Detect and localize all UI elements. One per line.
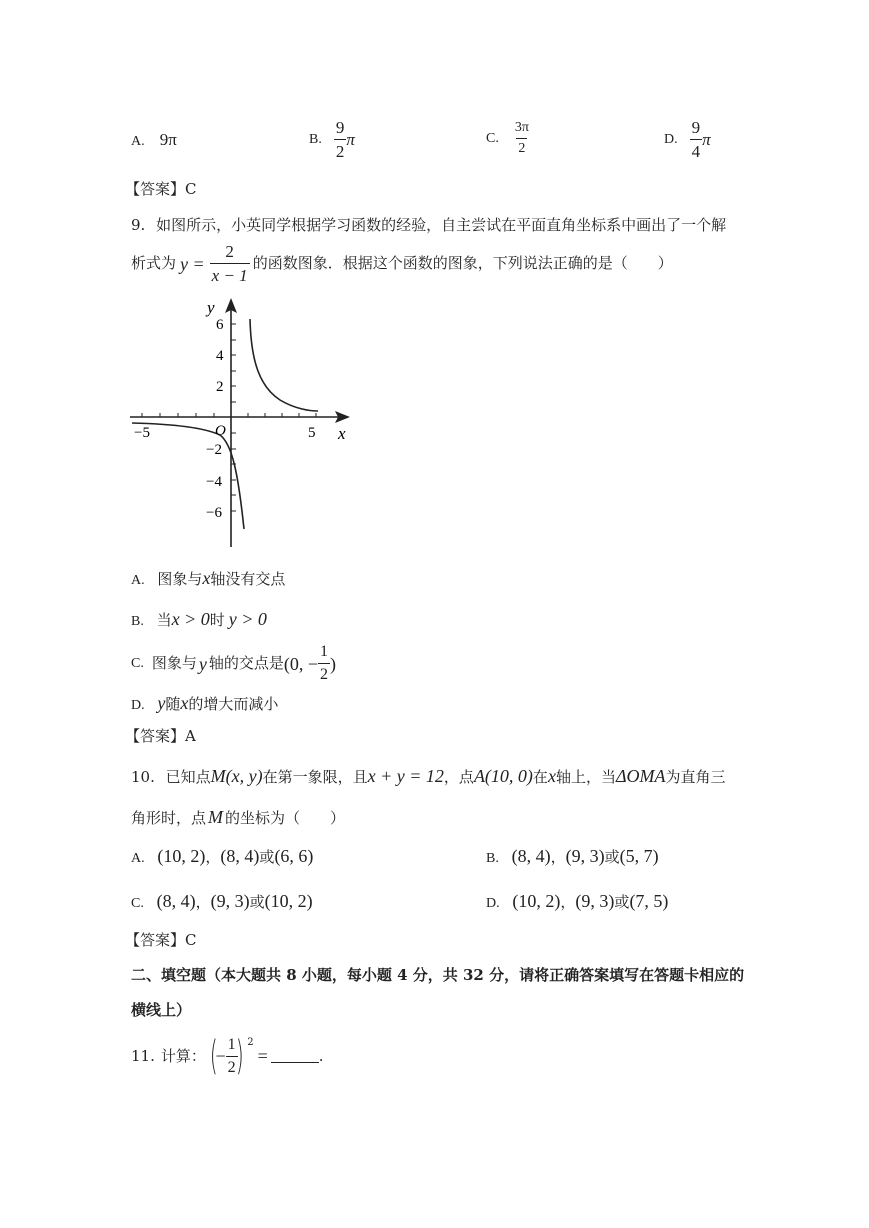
q9-option-d [131,694,278,713]
y-tick-label: 4 [216,348,224,364]
or-word: 或 [249,893,265,911]
question-text: 在 [532,768,548,786]
q8-option-c [486,121,531,156]
option-text: 的增大而减小 [188,695,279,713]
var-x: x [547,766,556,786]
equation: x + y = 12 [367,766,444,786]
q10-option-c [131,892,313,911]
pi-symbol: π [702,129,711,149]
y-tick-label: 6 [216,317,224,333]
minus-sign: − [215,1046,226,1066]
point-a: A(10, 0) [473,766,533,786]
var-y: y [198,653,207,674]
q10-answer: 【答案】C [125,931,197,949]
q10-line2 [131,808,345,826]
exponent: 2 [247,1037,254,1048]
question-text: 在第一象限，且 [262,768,368,786]
option-fraction: $\frac{9}{4}$ [691,118,701,161]
q11 [131,1033,324,1079]
question-text: 析式为 [131,254,177,272]
q10-option-b [486,847,659,866]
point-m: M(x, y) [210,766,263,786]
option-letter: A. [131,851,145,866]
or-word: 或 [614,893,630,911]
q11-fraction: $\frac{1}{2}$ [227,1035,236,1076]
or-word: 或 [604,848,620,866]
equals-sign: = [257,1046,268,1066]
option-letter: B. [309,131,322,147]
option-letter: D. [486,896,500,911]
option-letter: B. [486,851,499,866]
coord: (10, 2) [264,891,313,911]
var-y: y [157,693,166,713]
coord: (9, 3) [575,891,615,911]
section-heading-cont: 横线上） [131,1001,192,1019]
q10-option-d [486,892,668,911]
option-fraction: $\frac{9}{2}$ [335,118,345,161]
period: . [318,1046,324,1065]
formula-fraction: $\frac{2}{x - 1}$ [211,242,248,285]
coord: (8, 4) [220,846,260,866]
condition: y > 0 [228,609,267,629]
question-number: 10. [131,768,155,786]
x-tick-label: 5 [308,425,316,441]
option-letter: C. [131,655,144,671]
option-letter: C. [131,896,144,911]
var-x: x [202,568,211,588]
separator: ， [560,893,576,911]
q8-answer: 【答案】C [125,180,197,198]
question-text: 轴上，当 [555,768,616,786]
coord: (6, 6) [274,846,314,866]
q9-option-c [131,644,336,683]
option-letter: A. [131,573,145,588]
q9-line1 [131,218,726,233]
question-text: 计算： [160,1046,206,1065]
question-text: 为直角三 [665,768,726,786]
question-number: 9. [131,216,146,234]
q9-answer: 【答案】A [125,727,196,745]
option-text: 随 [165,695,181,713]
coord: (9, 3) [565,846,605,866]
option-letter: C. [486,130,499,146]
option-text: 当 [156,611,172,629]
option-text: 图象与 [151,654,197,672]
right-paren: ) [235,1033,244,1079]
point-m: M [208,807,224,827]
option-text: 轴的交点是 [208,654,284,672]
y-axis-label: y [207,298,215,317]
q8-option-d [664,119,711,160]
coord: (10, 2) [157,846,206,866]
left-paren: ( [209,1033,218,1079]
y-tick-label: 2 [216,379,224,395]
question-number: 11. [131,1046,155,1065]
triangle: ΔOMA [615,766,666,786]
q10-line1 [131,767,726,785]
origin-label: O [215,423,226,439]
answer-blank[interactable] [271,1050,319,1063]
option-value: 9π [159,130,177,149]
point-fraction: $\frac{1}{2}$ [320,643,329,683]
separator: ， [195,893,211,911]
option-letter: D. [664,131,678,147]
curve-right-branch [250,319,318,411]
question-text: 的坐标为（ ） [225,809,346,827]
point-close: ) [330,653,337,674]
separator: ， [205,848,221,866]
q10-option-a [131,847,313,866]
x-axis-label: x [338,424,346,443]
section-heading: 二、填空题（本大题共 8 小题，每小题 4 分，共 32 分，请将正确答案填写在答题卡相应的 [131,966,745,984]
coord: (5, 7) [619,846,659,866]
coord: (8, 4) [511,846,551,866]
point-open: (0, − [283,653,319,674]
question-text: 已知点 [165,768,211,786]
q9-option-b [131,610,267,629]
question-text: 如图所示，小英同学根据学习函数的经验，自主尝试在平面直角坐标系中画出了一个解 [156,216,727,234]
option-letter: D. [131,698,145,713]
formula-lhs: y = [180,253,205,274]
q9-option-a [131,569,285,588]
question-text: 的函数图象．根据这个函数的图象，下列说法正确的是（ ） [252,254,673,272]
or-word: 或 [259,848,275,866]
question-text: 角形时，点 [131,809,207,827]
coord: (9, 3) [210,891,250,911]
y-tick-label: −6 [206,505,222,521]
option-text: 图象与 [157,570,203,588]
y-tick-label: −2 [206,442,222,458]
option-letter: B. [131,614,144,629]
q9-line2 [131,243,673,284]
coord: (7, 5) [629,891,669,911]
q8-option-a [131,130,177,150]
coord: (8, 4) [156,891,196,911]
option-letter: A. [131,134,145,149]
question-text: ，点 [443,768,474,786]
option-text: 时 [209,611,225,629]
condition: x > 0 [171,609,210,629]
q8-option-b [309,119,355,160]
separator: ， [550,848,566,866]
y-tick-label: −4 [206,474,222,490]
option-text: 轴没有交点 [210,570,286,588]
var-x: x [180,693,189,713]
coord: (10, 2) [512,891,561,911]
function-graph [120,292,360,554]
option-fraction: $\frac{3\pi}{2}$ [514,120,529,156]
x-tick-label: −5 [134,425,150,441]
pi-symbol: π [346,129,355,149]
